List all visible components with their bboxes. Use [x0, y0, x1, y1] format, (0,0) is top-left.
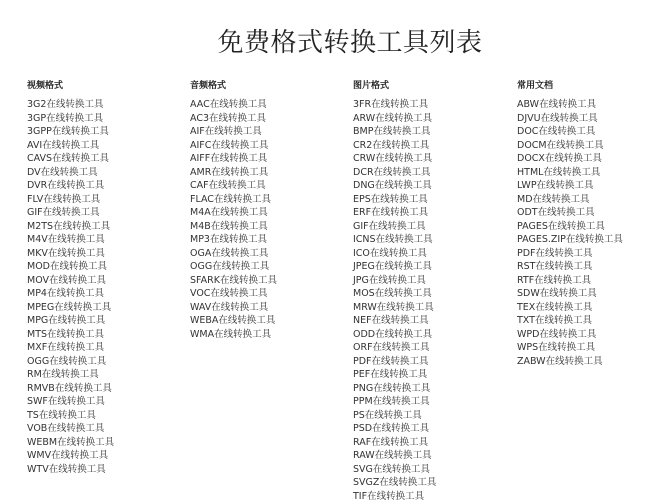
tool-link[interactable]: DV在线转换工具 [27, 167, 98, 178]
tool-link[interactable]: FLAC在线转换工具 [190, 194, 271, 205]
tool-link[interactable]: TIF在线转换工具 [353, 491, 424, 502]
tool-link[interactable]: GIF在线转换工具 [27, 207, 100, 218]
tool-list-item [353, 233, 513, 247]
tool-list-item [517, 179, 655, 193]
tool-list-item [353, 206, 513, 220]
tool-link[interactable]: CAF在线转换工具 [190, 180, 266, 191]
tool-list-item [27, 409, 187, 423]
tool-list-item [517, 260, 655, 274]
tool-link[interactable]: 3GP在线转换工具 [27, 113, 103, 124]
tool-link[interactable]: TS在线转换工具 [27, 410, 96, 421]
tool-list-item [27, 274, 187, 288]
tool-list-item [353, 314, 513, 328]
column-video [27, 80, 187, 476]
tool-list-item [353, 260, 513, 274]
tool-link[interactable]: DOCX在线转换工具 [517, 153, 602, 164]
tool-list-item [27, 314, 187, 328]
tool-list-item [353, 139, 513, 153]
tool-list-item [190, 152, 350, 166]
tool-link[interactable]: WPS在线转换工具 [517, 342, 595, 353]
tool-list-item [27, 166, 187, 180]
tool-list-item [27, 112, 187, 126]
tool-link[interactable]: PNG在线转换工具 [353, 383, 430, 394]
tool-link[interactable]: M4B在线转换工具 [190, 221, 268, 232]
tool-list-item [353, 125, 513, 139]
column-heading-image: 图片格式 [353, 80, 513, 93]
tool-link[interactable]: ODT在线转换工具 [517, 207, 595, 218]
tool-list-item [190, 233, 350, 247]
tool-link[interactable]: DCR在线转换工具 [353, 167, 431, 178]
tool-link[interactable]: ABW在线转换工具 [517, 99, 596, 110]
tool-list-item [353, 368, 513, 382]
tool-list-item [353, 422, 513, 436]
tool-link[interactable]: DVR在线转换工具 [27, 180, 104, 191]
tool-list-item [353, 166, 513, 180]
tool-list-item [517, 152, 655, 166]
tool-link[interactable]: PDF在线转换工具 [517, 248, 593, 259]
column-audio [190, 80, 350, 341]
column-document [517, 80, 655, 368]
tool-list-item [517, 112, 655, 126]
tool-link[interactable]: PPM在线转换工具 [353, 396, 430, 407]
format-columns [0, 80, 655, 500]
tool-list-item [353, 274, 513, 288]
tool-link[interactable]: GIF在线转换工具 [353, 221, 426, 232]
tool-link[interactable]: DNG在线转换工具 [353, 180, 432, 191]
tool-list-item [353, 98, 513, 112]
tool-list-item [27, 220, 187, 234]
tool-list-item [27, 139, 187, 153]
tool-list-item [517, 166, 655, 180]
tool-link[interactable]: AIFF在线转换工具 [190, 153, 267, 164]
tool-link[interactable]: WAV在线转换工具 [190, 302, 268, 313]
tool-link[interactable]: SDW在线转换工具 [517, 288, 597, 299]
tool-link[interactable]: MP3在线转换工具 [190, 234, 267, 245]
tool-list-item [27, 98, 187, 112]
tool-list-item [353, 152, 513, 166]
tool-link[interactable]: MPEG在线转换工具 [27, 302, 111, 313]
tool-link[interactable]: DJVU在线转换工具 [517, 113, 598, 124]
tool-link[interactable]: CAVS在线转换工具 [27, 153, 109, 164]
tool-list-item [517, 314, 655, 328]
tool-list-audio [190, 98, 350, 341]
tool-list-item [190, 206, 350, 220]
tool-list-item [27, 301, 187, 315]
tool-list-item [353, 328, 513, 342]
tool-link[interactable]: MPG在线转换工具 [27, 315, 105, 326]
tool-list-item [27, 193, 187, 207]
tool-list-item [353, 287, 513, 301]
page-title: 免费格式转换工具列表 [0, 22, 655, 59]
tool-link[interactable]: AMR在线转换工具 [190, 167, 268, 178]
tool-list-item [27, 395, 187, 409]
column-heading-document: 常用文档 [517, 80, 655, 93]
tool-link[interactable]: WEBM在线转换工具 [27, 437, 114, 448]
tool-link[interactable]: PEF在线转换工具 [353, 369, 427, 380]
tool-link[interactable]: MOD在线转换工具 [27, 261, 107, 272]
tool-link[interactable]: 3GPP在线转换工具 [27, 126, 109, 137]
tool-list-document [517, 98, 655, 368]
tool-list-item [353, 395, 513, 409]
tool-link[interactable]: RTF在线转换工具 [517, 275, 591, 286]
tool-list-item [517, 274, 655, 288]
tool-link[interactable]: MP4在线转换工具 [27, 288, 104, 299]
tool-list-item [27, 206, 187, 220]
tool-list-item [517, 287, 655, 301]
tool-link[interactable]: DOC在线转换工具 [517, 126, 595, 137]
tool-list-item [27, 436, 187, 450]
tool-link[interactable]: PSD在线转换工具 [353, 423, 429, 434]
tool-list-item [190, 193, 350, 207]
tool-list-item [353, 355, 513, 369]
tool-list-video [27, 98, 187, 476]
tool-list-item [27, 463, 187, 477]
tool-list-item [190, 98, 350, 112]
tool-link[interactable]: AAC在线转换工具 [190, 99, 267, 110]
tool-link[interactable]: MOS在线转换工具 [353, 288, 432, 299]
tool-list-item [353, 220, 513, 234]
tool-link[interactable]: MRW在线转换工具 [353, 302, 434, 313]
tool-link[interactable]: 3G2在线转换工具 [27, 99, 103, 110]
tool-list-item [517, 328, 655, 342]
tool-list-item [190, 301, 350, 315]
tool-link[interactable]: AIF在线转换工具 [190, 126, 262, 137]
tool-link[interactable]: AC3在线转换工具 [190, 113, 266, 124]
tool-list-item [353, 341, 513, 355]
tool-list-item [353, 247, 513, 261]
tool-link[interactable]: PAGES在线转换工具 [517, 221, 605, 232]
tool-link[interactable]: ODD在线转换工具 [353, 329, 432, 340]
tool-list-item [27, 233, 187, 247]
tool-list-item [190, 314, 350, 328]
tool-list-item [27, 341, 187, 355]
tool-list-image [353, 98, 513, 503]
tool-list-item [517, 139, 655, 153]
tool-link[interactable]: ORF在线转换工具 [353, 342, 430, 353]
tool-link[interactable]: RMVB在线转换工具 [27, 383, 112, 394]
tool-list-item [190, 274, 350, 288]
tool-link[interactable]: AIFC在线转换工具 [190, 140, 268, 151]
column-heading-audio: 音频格式 [190, 80, 350, 93]
tool-link[interactable]: M2TS在线转换工具 [27, 221, 110, 232]
tool-link[interactable]: EPS在线转换工具 [353, 194, 428, 205]
tool-link[interactable]: 3FR在线转换工具 [353, 99, 428, 110]
tool-list-item [27, 125, 187, 139]
tool-list-item [27, 328, 187, 342]
tool-link[interactable]: ZABW在线转换工具 [517, 356, 603, 367]
tool-list-item [517, 220, 655, 234]
tool-list-item [353, 436, 513, 450]
tool-link[interactable]: ARW在线转换工具 [353, 113, 432, 124]
tool-link[interactable]: MD在线转换工具 [517, 194, 590, 205]
tool-list-item [190, 220, 350, 234]
tool-list-item [353, 382, 513, 396]
tool-list-item [353, 112, 513, 126]
tool-link[interactable]: WMA在线转换工具 [190, 329, 271, 340]
tool-link[interactable]: RAW在线转换工具 [353, 450, 432, 461]
tool-list-item [190, 179, 350, 193]
tool-list-item [517, 341, 655, 355]
tool-list-item [353, 463, 513, 477]
tool-link[interactable]: RM在线转换工具 [27, 369, 99, 380]
tool-link[interactable]: HTML在线转换工具 [517, 167, 600, 178]
tool-list-item [517, 355, 655, 369]
tool-list-item [353, 301, 513, 315]
tool-link[interactable]: PDF在线转换工具 [353, 356, 429, 367]
tool-link[interactable]: ERF在线转换工具 [353, 207, 428, 218]
tool-list-item [27, 449, 187, 463]
tool-list-item [27, 355, 187, 369]
tool-link[interactable]: TEX在线转换工具 [517, 302, 592, 313]
tool-link[interactable]: VOB在线转换工具 [27, 423, 104, 434]
tool-list-item [517, 206, 655, 220]
tool-list-item [190, 112, 350, 126]
tool-list-item [27, 247, 187, 261]
tool-link[interactable]: PS在线转换工具 [353, 410, 422, 421]
tool-list-item [190, 287, 350, 301]
tool-link[interactable]: AVI在线转换工具 [27, 140, 99, 151]
tool-list-item [353, 409, 513, 423]
tool-link[interactable]: PAGES.ZIP在线转换工具 [517, 234, 623, 245]
tool-link[interactable]: M4V在线转换工具 [27, 234, 105, 245]
tool-list-item [353, 179, 513, 193]
tool-link[interactable]: SVGZ在线转换工具 [353, 477, 436, 488]
tool-link[interactable]: TXT在线转换工具 [517, 315, 592, 326]
tool-list-item [190, 260, 350, 274]
tool-link[interactable]: ICNS在线转换工具 [353, 234, 433, 245]
tool-list-item [190, 139, 350, 153]
tool-link[interactable]: MOV在线转换工具 [27, 275, 106, 286]
tool-list-item [27, 382, 187, 396]
tool-list-item [27, 368, 187, 382]
tool-list-item [517, 98, 655, 112]
tool-list-item [353, 476, 513, 490]
tool-list-item [190, 166, 350, 180]
tool-list-item [27, 422, 187, 436]
tool-link[interactable]: OGG在线转换工具 [27, 356, 106, 367]
tool-link[interactable]: BMP在线转换工具 [353, 126, 430, 137]
tool-link[interactable]: LWP在线转换工具 [517, 180, 594, 191]
tool-link[interactable]: ICO在线转换工具 [353, 248, 427, 259]
tool-link[interactable]: WEBA在线转换工具 [190, 315, 275, 326]
tool-list-item [517, 125, 655, 139]
tool-list-item [517, 247, 655, 261]
tool-link[interactable]: SWF在线转换工具 [27, 396, 105, 407]
tool-link[interactable]: JPG在线转换工具 [353, 275, 426, 286]
tool-link[interactable]: MKV在线转换工具 [27, 248, 105, 259]
tool-link[interactable]: OGG在线转换工具 [190, 261, 269, 272]
tool-list-item [27, 260, 187, 274]
tool-link[interactable]: WTV在线转换工具 [27, 464, 106, 475]
tool-link[interactable]: RAF在线转换工具 [353, 437, 428, 448]
tool-list-item [190, 247, 350, 261]
tool-link[interactable]: CR2在线转换工具 [353, 140, 429, 151]
tool-link[interactable]: NEF在线转换工具 [353, 315, 429, 326]
tool-link[interactable]: M4A在线转换工具 [190, 207, 268, 218]
tool-list-item [190, 125, 350, 139]
tool-list-item [517, 233, 655, 247]
tool-link[interactable]: MTS在线转换工具 [27, 329, 104, 340]
tool-link[interactable]: SFARK在线转换工具 [190, 275, 277, 286]
tool-link[interactable]: RST在线转换工具 [517, 261, 592, 272]
tool-link[interactable]: WPD在线转换工具 [517, 329, 596, 340]
tool-link[interactable]: WMV在线转换工具 [27, 450, 108, 461]
tool-list-item [353, 490, 513, 503]
tool-list-item [190, 328, 350, 342]
tool-list-item [27, 179, 187, 193]
tool-list-item [27, 152, 187, 166]
tool-link[interactable]: JPEG在线转换工具 [353, 261, 432, 272]
tool-link[interactable]: CRW在线转换工具 [353, 153, 432, 164]
tool-link[interactable]: DOCM在线转换工具 [517, 140, 604, 151]
tool-list-item [353, 449, 513, 463]
tool-list-item [517, 301, 655, 315]
tool-link[interactable]: SVG在线转换工具 [353, 464, 430, 475]
tool-list-item [517, 193, 655, 207]
tool-link[interactable]: OGA在线转换工具 [190, 248, 268, 259]
tool-list-item [353, 193, 513, 207]
column-heading-video: 视频格式 [27, 80, 187, 93]
column-image [353, 80, 513, 503]
tool-link[interactable]: VOC在线转换工具 [190, 288, 267, 299]
tool-list-item [27, 287, 187, 301]
tool-link[interactable]: FLV在线转换工具 [27, 194, 100, 205]
tool-link[interactable]: MXF在线转换工具 [27, 342, 104, 353]
